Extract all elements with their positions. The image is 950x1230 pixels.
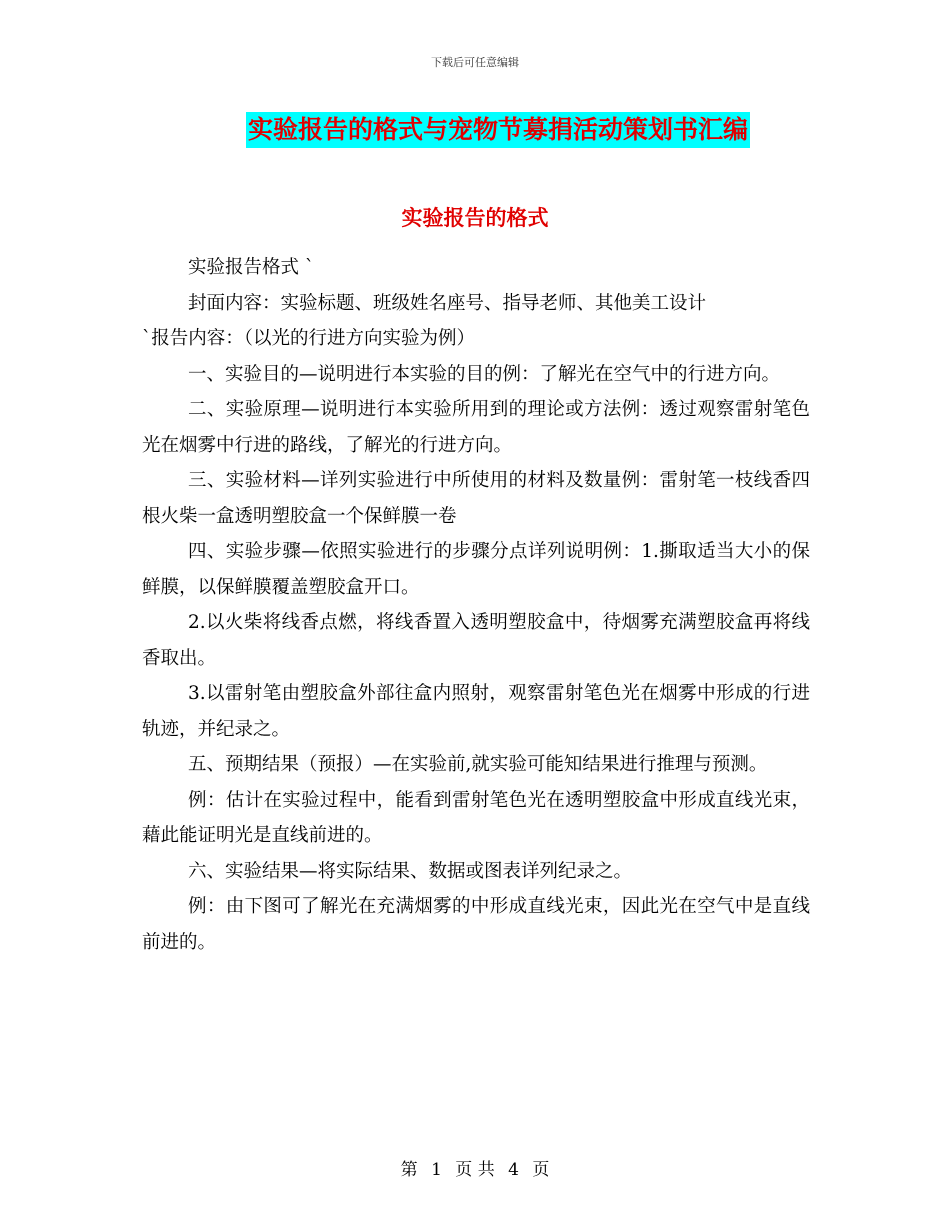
paragraph: 二、实验原理—说明进行本实验所用到的理论或方法例：透过观察雷射笔色光在烟雾中行进的路线，了解光的行进方向。 — [142, 399, 810, 456]
total-pages: 4 — [508, 1160, 519, 1180]
footer-suffix: 页 — [532, 1160, 550, 1180]
paragraph: 3.以雷射笔由塑胶盒外部往盒内照射，观察雷射笔色光在烟雾中形成的行进轨迹，并纪录之。 — [142, 683, 810, 740]
page-footer — [0, 1155, 950, 1180]
page-number: 1 — [431, 1160, 442, 1180]
header-note: 下载后可任意编辑 — [431, 56, 519, 69]
paragraph: 五、预期结果（预报）—在实验前,就实验可能知结果进行推理与预测。 — [188, 754, 768, 775]
paragraph: 2.以火柴将线香点燃，将线香置入透明塑胶盒中，待烟雾充满塑胶盒再将线香取出。 — [142, 612, 810, 669]
paragraph: 例：由下图可了解光在充满烟雾的中形成直线光束，因此光在空气中是直线前进的。 — [142, 896, 810, 953]
paragraph: 四、实验步骤—依照实验进行的步骤分点详列说明例：1.撕取适当大小的保鲜膜，以保鲜膜覆盖塑胶盒开口。 — [142, 541, 810, 598]
paragraph: 三、实验材料—详列实验进行中所使用的材料及数量例：雷射笔一枝线香四根火柴一盒透明塑胶盒一个保鲜膜一卷 — [142, 470, 810, 527]
paragraph: `报告内容：（以光的行进方向实验为例） — [142, 328, 476, 349]
paragraph: 实验报告格式 ` — [188, 257, 315, 278]
section-title: 实验报告的格式 — [401, 206, 549, 230]
document-body — [142, 250, 810, 960]
paragraph: 六、实验结果—将实际结果、数据或图表详列纪录之。 — [188, 860, 633, 882]
paragraph: 一、实验目的—说明进行本实验的目的例：了解光在空气中的行进方向。 — [188, 363, 781, 385]
paragraph: 例：估计在实验过程中，能看到雷射笔色光在透明塑胶盒中形成直线光束，藉此能证明光是直线前进的。 — [142, 789, 810, 846]
document-title: 实验报告的格式与宠物节募捐活动策划书汇编 — [246, 112, 750, 148]
document-title-container — [0, 112, 950, 148]
footer-mid: 页 共 — [455, 1160, 495, 1180]
paragraph: 封面内容：实验标题、班级姓名座号、指导老师、其他美工设计 — [188, 292, 707, 314]
footer-prefix: 第 — [400, 1160, 418, 1180]
